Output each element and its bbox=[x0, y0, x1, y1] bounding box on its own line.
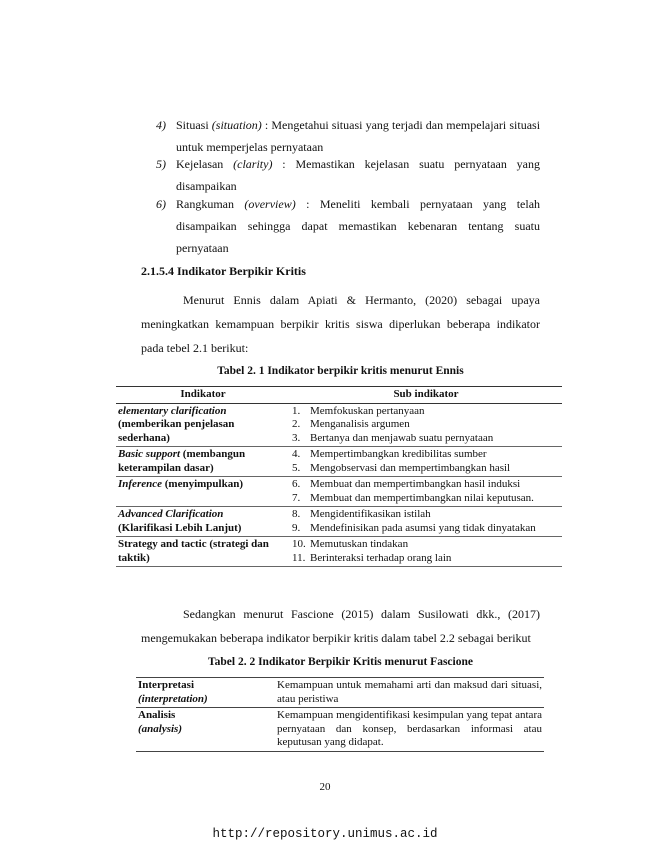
list-term-en: (overview) bbox=[244, 197, 296, 211]
footer-url: http://repository.unimus.ac.id bbox=[212, 827, 438, 841]
sub-indicator: 9. Mendefinisikan pada asumsi yang tidak dinyatakan bbox=[292, 521, 536, 534]
sub-indicator: 4. Mempertimbangkan kredibilitas sumber bbox=[292, 448, 487, 460]
sub-indicator: 2. Menganalisis argumen bbox=[292, 418, 410, 430]
sub-indicator: 5. Mengobservasi dan mempertimbangkan hasil bbox=[292, 461, 511, 474]
ennis-indicator-table bbox=[116, 386, 562, 567]
list-number: 5) bbox=[156, 157, 166, 171]
list-item-4 bbox=[156, 114, 540, 158]
list-text: : Mengetahui situasi yang terjadi dan mempelajari bbox=[264, 118, 507, 132]
sub-indicator: 10. Memutuskan tindakan bbox=[292, 538, 409, 550]
indicator-en: Basic support bbox=[118, 448, 181, 460]
indicator-desc: Kemampuan mengidentifikasi kesimpulan yang tepat antara pernyataan dan konsep, berdasarkan informasi atau keputusan yang didapat. bbox=[275, 708, 544, 752]
table-row bbox=[116, 507, 562, 537]
list-text-rest: disampaikan bbox=[176, 179, 237, 193]
sub-indicator: 7. Membuat dan mempertimbangkan nilai keputusan. bbox=[292, 491, 534, 504]
list-term: Kejelasan bbox=[176, 157, 224, 171]
list-item-6 bbox=[156, 193, 540, 259]
table-row bbox=[116, 403, 562, 447]
sub-indicator: 8. Mengidentifikasikan istilah bbox=[292, 508, 431, 520]
table-row bbox=[116, 477, 562, 507]
indicator-term-en: (analysis) bbox=[138, 722, 182, 735]
indicator-id: (membangun keterampilan dasar) bbox=[118, 448, 246, 474]
table-header: Indikator bbox=[116, 387, 290, 404]
indicator-desc: Kemampuan untuk memahami arti dan maksud dari situasi, atau peristiwa bbox=[275, 678, 544, 708]
indicator-en: elementary clarification bbox=[118, 404, 227, 417]
list-term-en: (situation) bbox=[211, 118, 262, 132]
section-heading: 2.1.5.4 Indikator Berpikir Kritis bbox=[141, 264, 306, 278]
table-header-row bbox=[116, 387, 562, 404]
indicator-id: Strategy and tactic (strategi dan taktik) bbox=[118, 538, 269, 564]
indicator-id: (menyimpulkan) bbox=[164, 478, 243, 490]
table2-caption: Tabel 2. 2 Indikator Berpikir Kritis menurut Fascione bbox=[208, 656, 473, 668]
paragraph-fascione: Sedangkan menurut Fascione (2015) dalam Susilowati dkk., (2017) mengemukakan beberapa indikator berpikir kritis dalam tabel 2.2 sebagai berikut bbox=[141, 607, 540, 645]
sub-indicator: 6. Membuat dan mempertimbangkan hasil induksi bbox=[292, 478, 521, 490]
fascione-indicator-table bbox=[136, 677, 544, 752]
table-row bbox=[136, 708, 544, 752]
indicator-term-en: (interpretation) bbox=[138, 692, 208, 705]
indicator-term: Analisis bbox=[138, 709, 176, 721]
list-number: 6) bbox=[156, 197, 166, 211]
table-row bbox=[116, 447, 562, 477]
list-text: : Memastikan kejelasan suatu pernyataan yang bbox=[282, 157, 541, 171]
indicator-id: (memberikan penjelasan sederhana) bbox=[118, 418, 235, 444]
list-text: : Meneliti kembali pernyataan yang telah bbox=[306, 197, 541, 211]
list-term-en: (clarity) bbox=[233, 157, 273, 171]
page-number: 20 bbox=[319, 781, 331, 793]
indicator-en: Inference bbox=[118, 478, 162, 490]
list-text-rest: disampaikan sehingga dapat memastikan kebenaran tentang suatu pernyataan bbox=[176, 219, 540, 255]
indicator-en: Advanced Clarification bbox=[118, 508, 224, 520]
list-term: Rangkuman bbox=[176, 197, 234, 211]
sub-indicator: 11. Berinteraksi terhadap orang lain bbox=[292, 551, 452, 564]
sub-indicator: 1. Memfokuskan pertanyaan bbox=[292, 404, 425, 417]
sub-indicator: 3. Bertanya dan menjawab suatu pernyataan bbox=[292, 431, 494, 444]
list-number: 4) bbox=[156, 118, 166, 132]
table1-caption: Tabel 2. 1 Indikator berpikir kritis menurut Ennis bbox=[217, 365, 464, 377]
indicator-term: Interpretasi bbox=[138, 679, 195, 691]
table-row bbox=[136, 678, 544, 708]
paragraph-ennis: Menurut Ennis dalam Apiati & Hermanto, (2020) sebagai upaya meningkatkan kemampuan berpikir kritis siswa diperlukan beberapa indikator pada tebel 2.1 berikut: bbox=[141, 293, 540, 355]
list-text-rest: situasi untuk memperjelas pernyataan bbox=[176, 118, 541, 154]
table-header: Sub indikator bbox=[290, 387, 562, 404]
list-term: Situasi bbox=[176, 118, 209, 132]
table-row bbox=[116, 537, 562, 567]
indicator-id: (Klarifikasi Lebih Lanjut) bbox=[118, 521, 242, 534]
list-item-5 bbox=[156, 153, 540, 197]
